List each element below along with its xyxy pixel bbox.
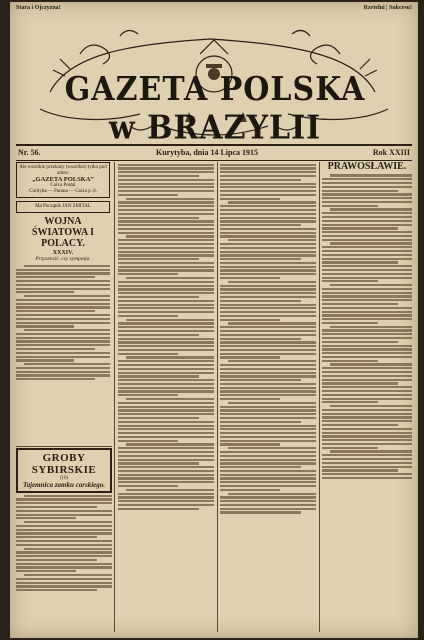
subscription-extra: Caixa Postal <box>50 183 76 188</box>
column-rule <box>114 162 115 632</box>
column-3 <box>220 162 316 515</box>
editor-box <box>16 201 110 213</box>
column-4 <box>322 162 412 481</box>
issue-number: Nr. 56. <box>18 148 41 157</box>
section-divider <box>16 446 112 447</box>
prawoslawie-title: PRAWOSŁAWIE. <box>327 161 407 172</box>
issue-year: Rok XXIII <box>372 148 410 157</box>
motto-left: Stara i Ojczyzna! <box>16 5 61 11</box>
editor-line: Ma Początek JAN SMITAL <box>35 204 91 209</box>
column-3-body <box>220 164 316 514</box>
war-article-body <box>16 265 110 381</box>
motto-right: Rzetelni | Sukcesu! <box>363 5 412 11</box>
newspaper-page <box>10 2 418 638</box>
subscription-title: „GAZETA POLSKA” <box>32 176 94 183</box>
groby-story <box>16 448 112 593</box>
groby-header <box>16 448 112 493</box>
subscription-note: Ale wszelkie przekazy (wszelkie) tylko pod adres: <box>19 165 107 176</box>
column-2-body <box>118 164 214 510</box>
subscription-box <box>16 162 110 198</box>
war-article-part: XXXIV. <box>52 250 74 256</box>
groby-part: (10) <box>59 476 69 481</box>
groby-body <box>16 495 112 592</box>
groby-title: GROBY SYBIRSKIE <box>31 452 97 476</box>
issue-bar <box>16 144 412 161</box>
issue-date: Kurytyba, dnia 14 Lipca 1915 <box>156 148 259 157</box>
war-article-subtitle: Przysztość, czy sympatja. <box>35 256 91 263</box>
groby-subtitle: Tajemnica zamku carskiego. <box>23 481 105 489</box>
subscription-address: Curityba — Parana — Caixa p. 8. <box>29 189 97 194</box>
column-2 <box>118 162 214 511</box>
war-article-title: WOJNA ŚWIATOWA I POLACY. <box>31 216 95 249</box>
column-rule <box>319 162 320 632</box>
prawoslawie-body <box>322 174 412 479</box>
column-rule <box>217 162 218 632</box>
masthead-title: GAZETA POLSKA w BRAZYLII <box>64 70 366 148</box>
column-1 <box>16 162 110 382</box>
masthead <box>10 14 418 148</box>
